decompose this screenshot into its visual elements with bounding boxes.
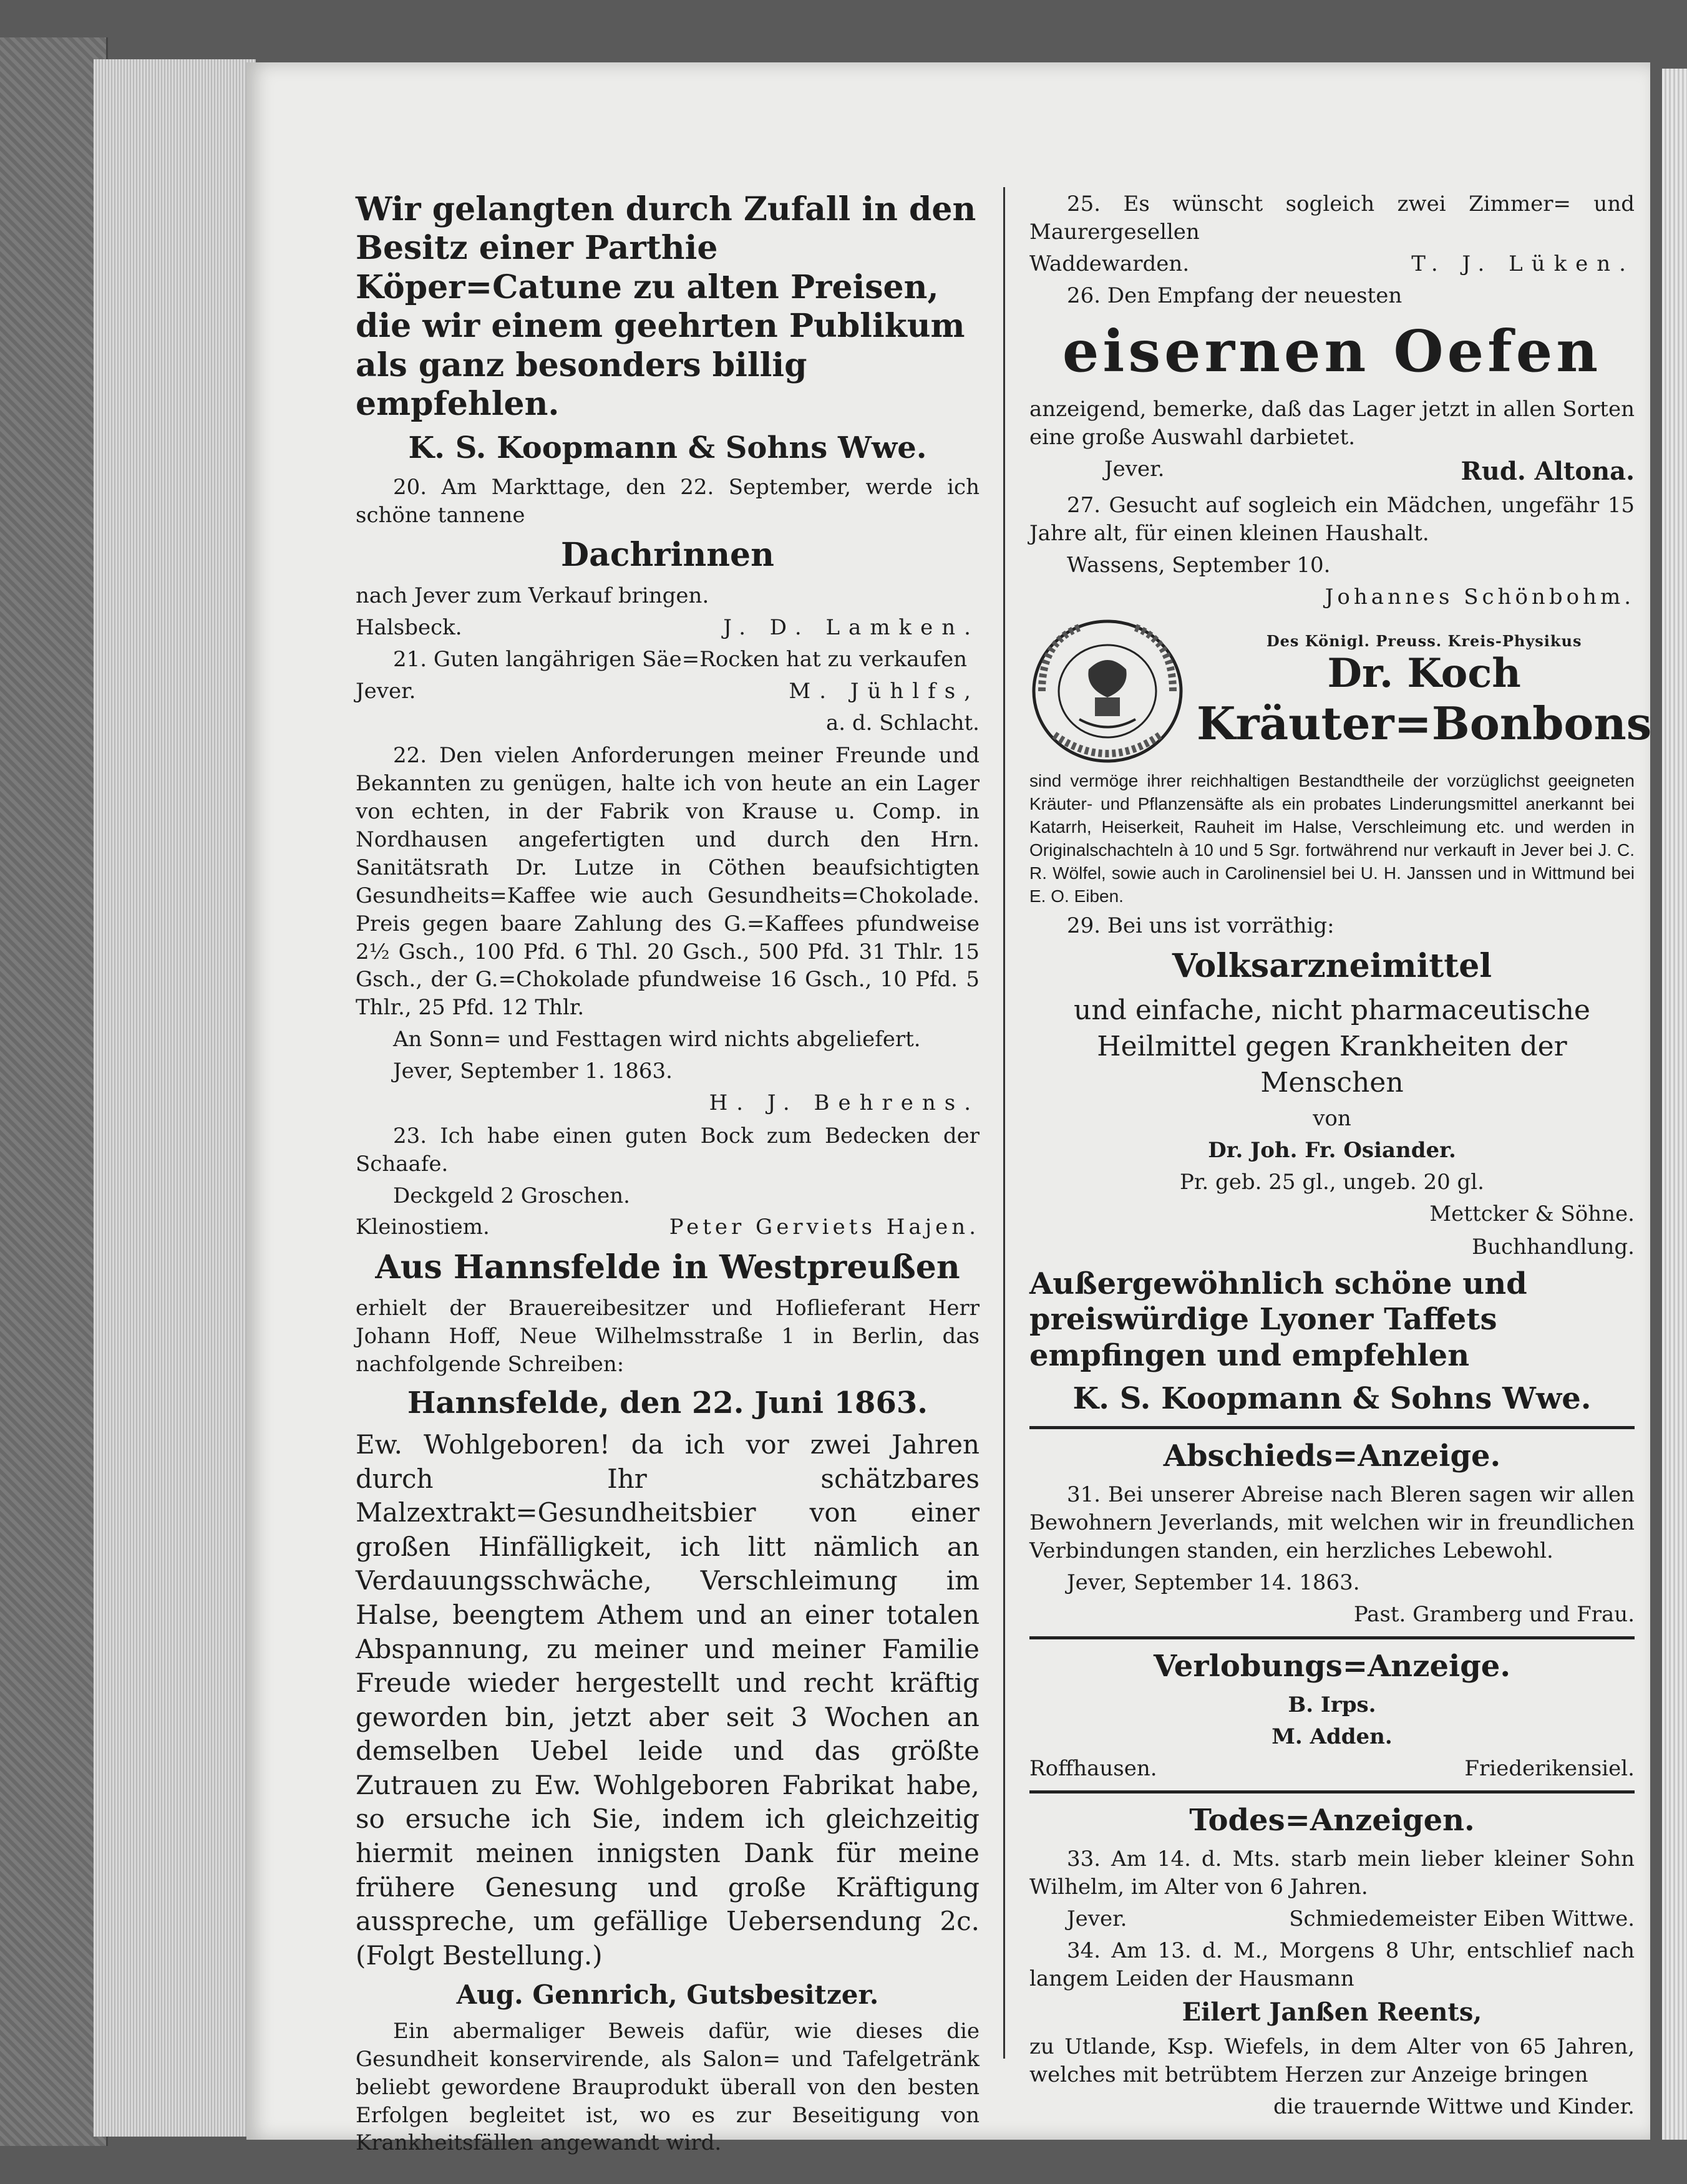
ad-27-signature: Johannes Schönbohm. (1325, 585, 1635, 610)
ad-21-text: 21. Guten langährigen Säe=Rocken hat zu verkaufen (393, 646, 968, 672)
kreisphysikus-seal-icon (1029, 616, 1185, 766)
ad-22-signature: H. J. Behrens. (709, 1090, 980, 1115)
engagement-places (1029, 1755, 1635, 1783)
ad-23-signature: Peter Gerviets Hajen. (669, 1215, 980, 1240)
ad-24-date: Hannsfelde, den 22. Juni 1863. (407, 1385, 928, 1420)
ad-31-signature: Past. Gramberg und Frau. (1353, 1601, 1635, 1627)
ad-31-date: Jever, September 14. 1863. (1067, 1570, 1360, 1595)
ad-34-text: 34. Am 13. d. M., Morgens 8 Uhr, entschlief nach langem Leiden der Hausmann (1029, 1938, 1635, 1991)
ad-29-signature: Mettcker & Söhne. (1429, 1201, 1635, 1227)
ad-26-footer (1029, 455, 1635, 488)
ad-24-text: erhielt der Brauereibesitzer und Hoflieferant Herr Johann Hoff, Neue Wilhelmsstraße 1 in Berlin, das nachfolgende Schreiben: (356, 1295, 980, 1377)
ad-31-text: 31. Bei unserer Abreise nach Bleren sagen wir allen Bewohnern Jeverlands, mit welchen wir in freundlichen Verbindungen standen, ein herzliches Lebewohl. (1029, 1482, 1635, 1564)
farewell-heading: Abschieds=Anzeige. (1163, 1438, 1501, 1473)
section-rule (1029, 1426, 1635, 1429)
ad-29-author: Dr. Joh. Fr. Osiander. (1208, 1138, 1456, 1163)
ad-20-heading: Dachrinnen (561, 536, 774, 575)
ad-23-fee: Deckgeld 2 Groschen. (393, 1183, 630, 1208)
ad-23-text: 23. Ich habe einen guten Bock zum Bedecken der Schaafe. (356, 1123, 980, 1177)
ad-21-place: Jever. (356, 678, 416, 704)
death-heading: Todes=Anzeigen. (1189, 1802, 1475, 1838)
ad-30-signature: K. S. Koopmann & Sohns Wwe. (1072, 1381, 1592, 1416)
koch-name: Dr. Koch (1327, 650, 1521, 697)
ad-24-signature: Aug. Gennrich, Gutsbesitzer. (456, 1979, 879, 2011)
ad-23-place: Kleinostiem. (356, 1215, 490, 1240)
engagement-heading: Verlobungs=Anzeige. (1153, 1648, 1511, 1684)
ad-27-text: 27. Gesucht auf sogleich ein Mädchen, ungefähr 15 Jahre alt, für einen kleinen Haushalt. (1029, 493, 1635, 546)
ad-26-heading: eisernen Oefen (1062, 317, 1602, 385)
ad-33-place: Jever. (1067, 1906, 1127, 1931)
next-page-edge (1662, 69, 1687, 2140)
ad-21-signature: M. Jühlfs, (789, 678, 980, 704)
ad-20-place: Halsbeck. (356, 614, 462, 640)
book-cover-edge (0, 37, 108, 2146)
ad-33-text: 33. Am 14. d. Mts. starb mein lieber kleiner Sohn Wilhelm, im Alter von 6 Jahren. (1029, 1847, 1635, 1900)
ad-30-text: Außergewöhnlich schöne und preiswürdige Lyoner Taffets empfingen und empfehlen (1029, 1266, 1527, 1373)
ad-22-text2: An Sonn= und Festtagen wird nichts abgeliefert. (393, 1027, 921, 1052)
right-column (1029, 190, 1652, 2126)
ad-27-date: Wassens, September 10. (1067, 553, 1331, 578)
koch-bonbon-ad (1029, 616, 1652, 766)
ad-25-text: 25. Es wünscht sogleich zwei Zimmer= und Maurergesellen (1029, 192, 1635, 245)
ad-26-text: 26. Den Empfang der neuesten (1067, 283, 1403, 308)
ad-33-footer (1029, 1905, 1635, 1933)
ad-23-footer (356, 1213, 980, 1241)
ad-20-signature: J. D. Lamken. (723, 614, 980, 640)
koch-ad-text: sind vermöge ihrer reichhaltigen Bestandtheile der vorzüglichst geeigneten Kräuter- und Pflanzensäfte als ein probates Linderungsmittel anerkannt bei Katarrh, Heiserkeit, Rauheit im Halse, Verschleimung etc. und werden in Originalschachteln à 10 und 5 Sgr. fortwährend nur verkauft in Jever bei J. C. R. Wölfel, sowie auch in Carolinensiel bei U. H. Janssen und in Wittmund bei E. O. Eiben. (1029, 770, 1635, 906)
ad-26-place: Jever. (1104, 456, 1165, 482)
engagement-name-2: M. Adden. (1271, 1724, 1393, 1749)
left-column (356, 190, 980, 2161)
ad-21-signature-2: a. d. Schlacht. (825, 710, 980, 735)
page-stack-edges (94, 59, 256, 2137)
engagement-name-1: B. Irps. (1288, 1692, 1376, 1718)
koch-title-block (1197, 632, 1651, 750)
ad-20-footer (356, 614, 980, 642)
koch-product: Kräuter=Bonbons (1197, 697, 1652, 750)
ad-25-footer (1029, 250, 1635, 278)
section-rule (1029, 1636, 1635, 1639)
ad-29-heading: Volksarzneimittel (1172, 946, 1492, 985)
koch-subtitle: Des Königl. Preuss. Kreis-Physikus (1266, 632, 1582, 651)
column-divider (1003, 187, 1005, 2059)
ad-29-von: von (1313, 1106, 1351, 1132)
ad-34-name: Eilert Janßen Reents, (1182, 1997, 1482, 2027)
engagement-place-2: Friederikensiel. (1464, 1755, 1635, 1781)
ad-25-signature: T. J. Lüken. (1411, 251, 1635, 276)
engagement-place-1: Roffhausen. (1029, 1755, 1157, 1781)
ad-21-footer (356, 677, 980, 706)
ad-22-date: Jever, September 1. 1863. (393, 1059, 673, 1084)
ad-26-text2: anzeigend, bemerke, daß das Lager jetzt in allen Sorten eine große Auswahl darbietet. (1029, 396, 1635, 450)
ad-29-signature-2: Buchhandlung. (1472, 1234, 1635, 1259)
cotton-ad-signature: K. S. Koopmann & Sohns Wwe. (408, 430, 927, 466)
ad-26-signature: Rud. Altona. (1461, 456, 1635, 486)
section-rule (1029, 1790, 1635, 1793)
ad-24-heading: Aus Hannsfelde in Westpreußen (375, 1248, 960, 1287)
ad-29-text2: und einfache, nicht pharmaceutische Heilmittel gegen Krankheiten der Menschen (1074, 994, 1590, 1099)
cotton-ad-text: Wir gelangten durch Zufall in den Besitz einer Parthie Köper=Catune zu alten Preisen, die wir einem geehrten Publikum als ganz besonders billig empfehlen. (356, 190, 976, 423)
ad-29-text: 29. Bei uns ist vorräthig: (1067, 913, 1335, 938)
ad-34-text2: zu Utlande, Ksp. Wiefels, in dem Alter von 65 Jahren, welches mit betrübtem Herzen zur Anzeige bringen (1029, 2034, 1635, 2088)
ad-22-text: 22. Den vielen Anforderungen meiner Freunde und Bekannten zu genügen, halte ich von heute an ein Lager von echten, in der Fabrik von Krause u. Comp. in Nordhausen angefertigten und durch den Hrn. Sanitätsrath Dr. Lutze in Cöthen beaufsichtigten Gesundheits=Kaffee wie auch Gesundheits=Chokolade. Preis gegen baare Zahlung des G.=Kaffees pfundweise 2½ Gsch., 100 Pfd. 6 Thl. 20 Gsch., 500 Pfd. 31 Thlr. 15 Gsch., der G.=Chokolade pfundweise 16 Gsch., 10 Pfd. 5 Thlr., 25 Pfd. 12 Thlr. (356, 743, 980, 1021)
ad-33-signature: Schmiedemeister Eiben Wittwe. (1289, 1906, 1635, 1931)
ad-25-place: Waddewarden. (1029, 251, 1190, 276)
ad-24-text2: Ein abermaliger Beweis dafür, wie dieses die Gesundheit konservirende, als Salon= und Tafelgetränk beliebt gewordene Brauprodukt überall von den besten Erfolgen begleitet ist, wo es zur Beseitigung von Krankheitsfällen angewandt wird. (356, 2018, 980, 2156)
ad-20-text: 20. Am Markttage, den 22. September, werde ich schöne tannene (356, 474, 980, 528)
ad-20-text2: nach Jever zum Verkauf bringen. (356, 583, 709, 609)
ad-29-price: Pr. geb. 25 gl., ungeb. 20 gl. (1180, 1170, 1484, 1195)
ad-34-signature: die trauernde Wittwe und Kinder. (1273, 2094, 1635, 2119)
ad-24-letter: Ew. Wohlgeboren! da ich vor zwei Jahren durch Ihr schätzbares Malzextrakt=Gesundheitsbier von einer großen Hinfälligkeit, ich litt nämlich an Verdauungsschwäche, Verschleimung im Halse, beengtem Athem und an einer totalen Abspannung, zu meiner und meiner Familie Freude wieder hergestellt und recht kräftig geworden bin, jetzt aber seit 3 Wochen an demselben Uebel leide und das größte Zutrauen zu Ew. Wohlgeboren Fabrikat habe, so ersuche ich Sie, indem ich gleichzeitig hiermit meinen innigsten Dank für meine frühere Genesung und große Kräftigung ausspreche, um gefällige Uebersendung 2c. (Folgt Bestellung.) (356, 1429, 980, 1971)
